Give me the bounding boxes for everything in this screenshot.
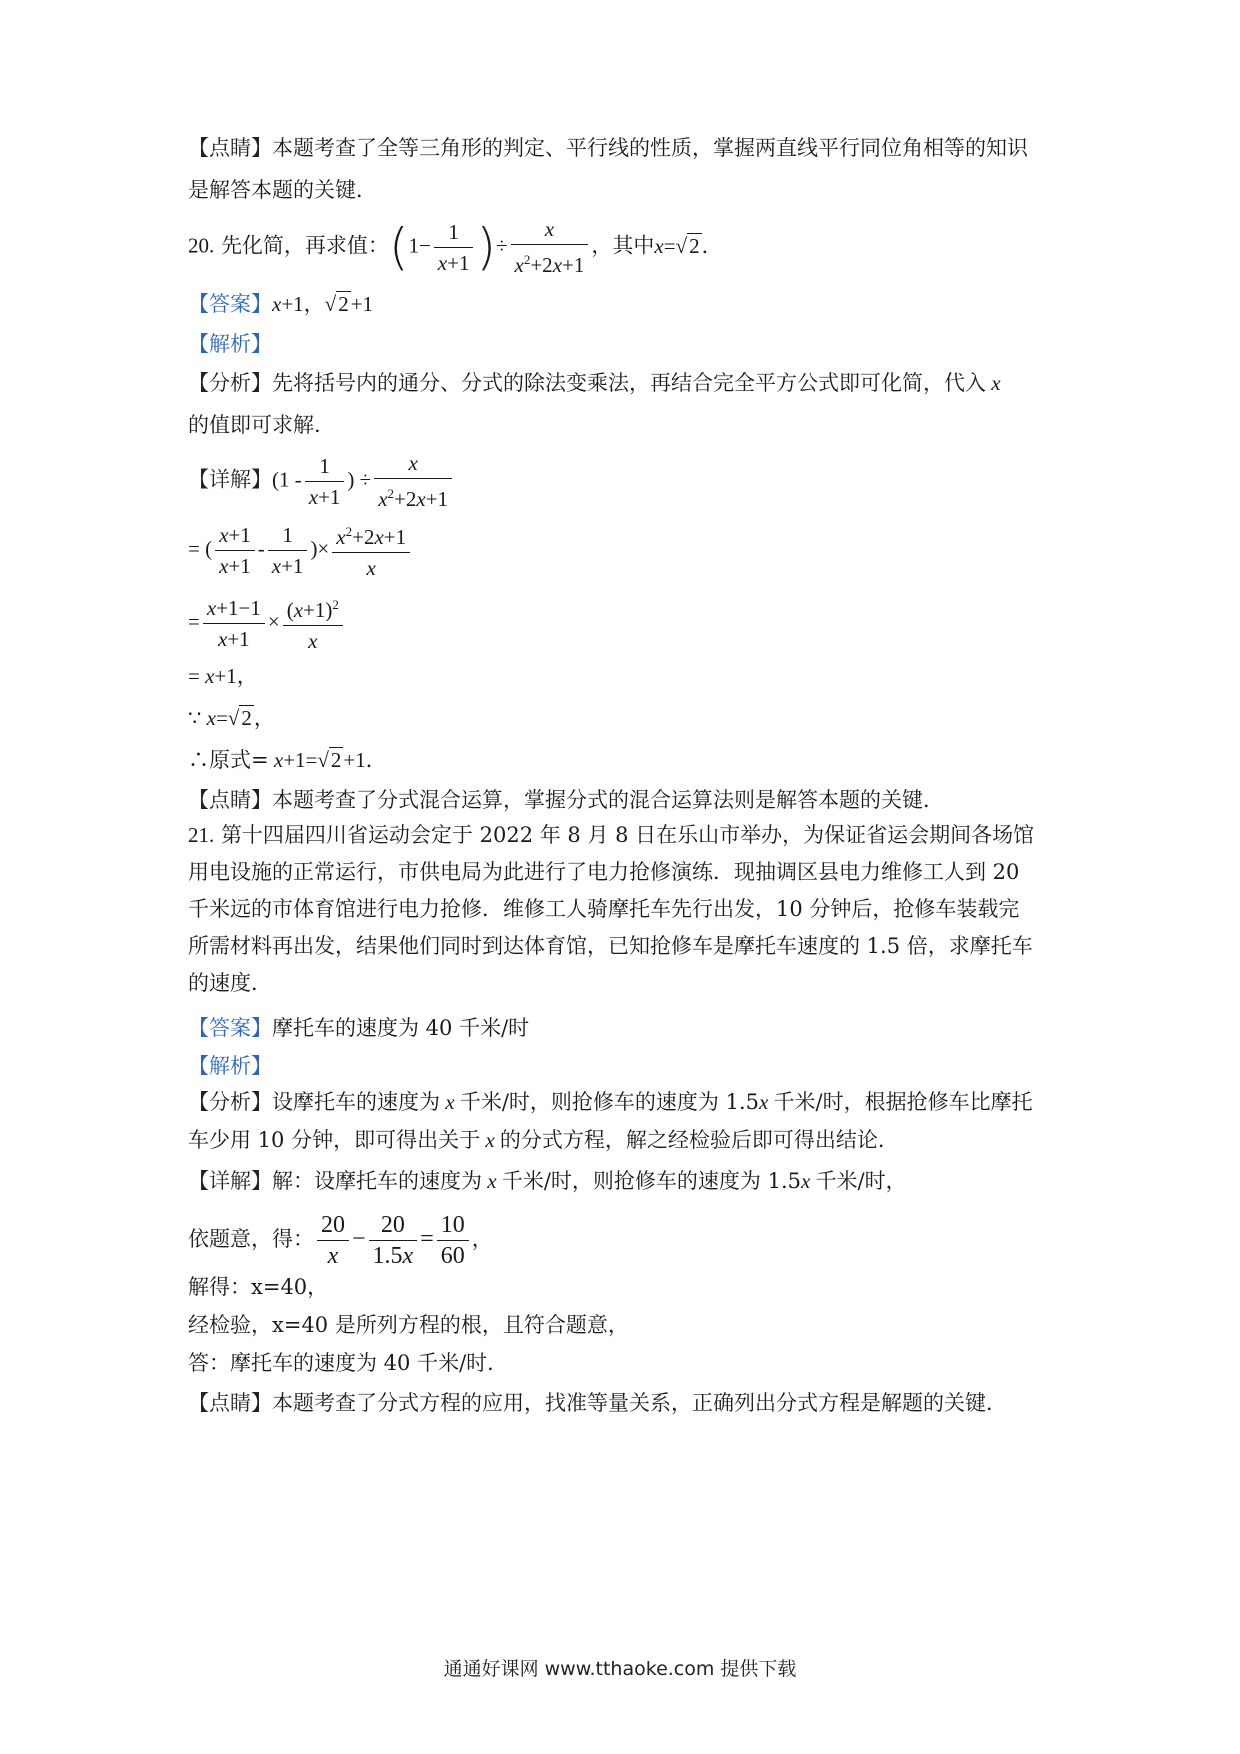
q21-line-4: 所需材料再出发，结果他们同时到达体育馆，已知抢修车是摩托车速度的 1.5 倍，求摩托车	[188, 934, 1033, 958]
q21-dianjing	[188, 1382, 1058, 1424]
q20-analysis: 【分析】先将括号内的通分、分式的除法变乘法，再结合完全平方公式即可化简，代入 x 的值即可求解．	[188, 371, 1001, 437]
div-sign: ÷	[495, 233, 508, 258]
paren-left: (	[388, 218, 409, 276]
answer-sep: ，	[303, 292, 325, 316]
detail-tag: 【详解】	[188, 467, 272, 492]
fraction: $\frac{10}{60}$	[437, 1210, 469, 1271]
q20-jiexi	[188, 323, 1058, 365]
fraction: $\frac{20}{1.5x}$	[369, 1210, 418, 1271]
jiexi-tag: 【解析】	[188, 1054, 272, 1078]
q21-line-3: 千米远的市体育馆进行电力抢修．维修工人骑摩托车先行出发，10 分钟后，抢修车装载完	[188, 897, 1020, 921]
conclusion-line: 答：摩托车的速度为 40 千米/时．	[188, 1351, 509, 1375]
therefore-text: ∴原式=	[188, 748, 269, 772]
q21-solution	[188, 1268, 1058, 1382]
check-line: 经检验，x=40 是所列方程的根，且符合题意，	[188, 1313, 629, 1337]
analysis-text-1: 先将括号内的通分、分式的除法变乘法，再结合完全平方公式即可化简，代入	[272, 371, 986, 395]
q20-dianjing	[188, 779, 1058, 821]
q20-since: ∵ x=√2，	[188, 706, 275, 730]
fraction: $\frac{x+1}{x+1}$	[215, 520, 255, 581]
q20-detail-step-1: 【详解】(1 - $\frac{1}{x+1}$ ) ÷ $\frac{x}{x^2+2x+1}$	[188, 448, 1058, 514]
q21-line-5: 的速度．	[188, 971, 272, 995]
dianjing-tag: 【点睛】	[188, 136, 272, 160]
q21-answer	[188, 1007, 1058, 1049]
q20-number: 20.	[188, 233, 215, 258]
answer-tag: 【答案】	[188, 1016, 272, 1040]
expr-one: 1−	[408, 233, 431, 258]
q20-answer	[188, 283, 1058, 325]
fraction: $\frac{x+1-1}{x+1}$	[203, 593, 265, 654]
dianjing-tag: 【点睛】	[188, 788, 272, 812]
intro-dianjing	[188, 127, 1058, 211]
analysis-text-2: 的值即可求解．	[188, 413, 335, 437]
q20-stem	[188, 214, 1058, 280]
analysis-tag: 【分析】	[188, 371, 272, 395]
answer-tag: 【答案】	[188, 292, 272, 316]
fraction: $\frac{x}{x^2+2x+1}$	[511, 214, 589, 280]
equation-lead: 依题意，得：	[188, 1227, 314, 1251]
fraction: $\frac{x}{x^2+2x+1}$	[374, 448, 452, 514]
answer-expr-2: √2+1	[324, 292, 374, 316]
dianjing-text: 本题考查了分式混合运算，掌握分式的混合运算法则是解答本题的关键．	[272, 788, 944, 812]
detail-tag: 【详解】	[188, 1169, 272, 1193]
page-footer: 通通好课网 www.tthaoke.com 提供下载	[443, 1658, 797, 1680]
q21-stem	[188, 817, 1058, 1002]
q20-detail-step-3: = $\frac{x+1-1}{x+1}$ × $\frac{(x+1)^2}{x}$	[188, 590, 1058, 656]
fraction: $\frac{x^2+2x+1}{x}$	[332, 517, 410, 583]
intro-text-1: 本题考查了全等三角形的判定、平行线的性质，掌握两直线平行同位角相等的知识	[272, 136, 1028, 160]
solve-line: 解得：x=40，	[188, 1275, 329, 1299]
intro-text-2: 是解答本题的关键．	[188, 178, 377, 202]
q20-detail-step-4: = x+1，	[188, 664, 258, 688]
q21-line-2: 用电设施的正常运行，市供电局为此进行了电力抢修演练．现抽调区县电力维修工人到 20	[188, 860, 1020, 884]
answer-expr-1: x+1	[272, 292, 304, 316]
since-symbol: ∵	[188, 706, 202, 730]
fraction: $\frac{(x+1)^2}{x}$	[283, 590, 343, 656]
q21-line-1: 第十四届四川省运动会定于 2022 年 8 月 8 日在乐山市举办，为保证省运会期间各场馆	[220, 823, 1035, 847]
cond-expr: x=√2．	[654, 233, 723, 258]
dianjing-text: 本题考查了分式方程的应用，找准等量关系，正确列出分式方程是解题的关键．	[272, 1391, 1007, 1415]
jiexi-tag: 【解析】	[188, 332, 272, 356]
answer-text: 摩托车的速度为 40 千米/时	[272, 1016, 530, 1040]
q21-number: 21.	[188, 823, 215, 847]
q21-analysis: 【分析】设摩托车的速度为 x 千米/时，则抢修车的速度为 1.5x 千米/时，根据抢修车比摩托 车少用 10 分钟，即可得出关于 x 的分式方程，解之经检验后即可得出结论．	[188, 1090, 1033, 1152]
analysis-tag: 【分析】	[188, 1090, 272, 1114]
q20-cond: ，其中	[591, 233, 655, 258]
fraction: $\frac{20}{x}$	[317, 1210, 349, 1271]
fraction: $\frac{1}{x+1}$	[434, 217, 474, 278]
dianjing-tag: 【点睛】	[188, 1391, 272, 1415]
paren-right: )	[476, 218, 496, 276]
q20-detail-step-2: = ( $\frac{x+1}{x+1}$ - $\frac{1}{x+1}$ )× $\frac{x^2+2x+1}{x}$	[188, 517, 1058, 583]
fraction: $\frac{1}{x+1}$	[268, 520, 308, 581]
fraction: $\frac{1}{x+1}$	[305, 451, 345, 512]
q20-stem-text: 先化简，再求值：	[220, 233, 389, 258]
q21-detail: 【详解】解：设摩托车的速度为 x 千米/时，则抢修车的速度为 1.5x 千米/时，	[188, 1169, 907, 1193]
q21-jiexi	[188, 1045, 1058, 1087]
q20-therefore: ∴原式= x+1=√2+1．	[188, 748, 387, 772]
q21-equation: 依题意，得： $\frac{20}{x}$ − $\frac{20}{1.5x}$ = $\frac{10}{60}$ ，	[188, 1212, 493, 1269]
